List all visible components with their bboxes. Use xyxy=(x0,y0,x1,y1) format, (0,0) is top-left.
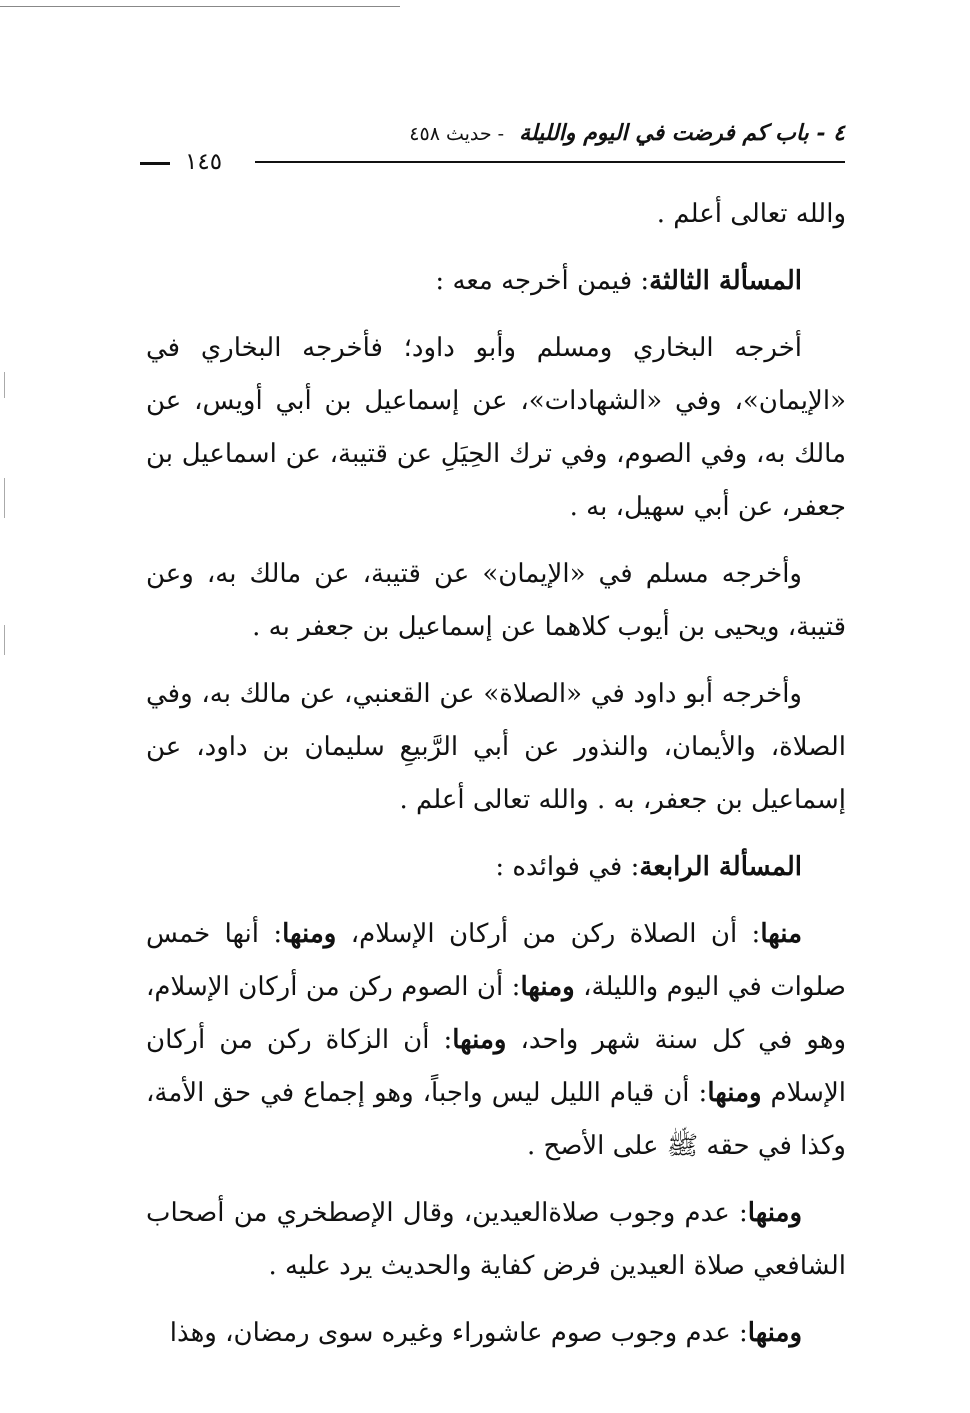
body-text: : أن الزكاة ركن من أركان الإسلام xyxy=(146,1025,847,1108)
hadith-number: - حديث ٤٥٨ xyxy=(409,123,505,145)
header-rule xyxy=(255,161,845,163)
page-number-dash xyxy=(140,162,170,165)
body-text: وأخرجه مسلم في «الإيمان» عن قتيبة، عن مالك به، وعن قتيبة، ويحيى بن أيوب كلاهما عن إسماعيل بن جعفر به . xyxy=(146,559,846,642)
body-text: والله تعالى أعلم . xyxy=(656,199,846,229)
running-header xyxy=(125,118,845,148)
body-text: : أن الصلاة ركن من أركان الإسلام، xyxy=(336,919,761,949)
body-text: : أن قيام الليل ليس واجباً، وهو إجماع في حق الأمة، وكذا في حقه ﷺ على الأصح . xyxy=(146,1078,846,1161)
scan-margin-mark xyxy=(4,478,5,518)
body-text: أخرجه البخاري ومسلم وأبو داود؛ فأخرجه البخاري في «الإيمان»، وفي «الشهادات»، عن إسماعيل بن أبي أويس، عن مالك به، وفي الصوم، وفي ترك الحِيَلِ عن قتيبة، عن اسماعيل بن جعفر، عن أبي سهيل، به . xyxy=(146,333,846,522)
bold-term: ومنها xyxy=(282,919,337,949)
page-number: ١٤٥ xyxy=(185,149,223,175)
paragraph-p5 xyxy=(146,668,846,827)
scan-margin-mark xyxy=(4,625,5,655)
body-text: وأخرجه أبو داود في «الصلاة» عن القعنبي، عن مالك به، وفي الصلاة، والأيمان، والنذور عن أبي الرَّبيعِ سليمان بن داود، عن إسماعيل بن جعفر، به . والله تعالى أعلم . xyxy=(146,679,846,815)
body-text: : في فوائده : xyxy=(495,852,640,882)
bold-term: ومنها xyxy=(520,972,575,1002)
body-text: : عدم وجوب صوم عاشوراء وغيره سوى رمضان، وهذا xyxy=(169,1318,748,1348)
paragraph-p4 xyxy=(146,548,846,654)
paragraph-p8 xyxy=(146,1187,846,1293)
header-rule-row xyxy=(140,150,845,174)
scan-top-line xyxy=(0,6,400,7)
paragraph-p6 xyxy=(146,841,846,894)
bold-term: منها xyxy=(760,919,803,949)
bold-term: المسألة الثالثة xyxy=(649,266,802,296)
bold-term: ومنها xyxy=(747,1318,802,1348)
body-text: : عدم وجوب صلاةالعيدين، وقال الإصطخري من أصحاب الشافعي صلاة العيدين فرض كفاية والحديث يرد عليه . xyxy=(146,1198,846,1281)
bold-term: المسألة الرابعة xyxy=(639,852,802,882)
bold-term: ومنها xyxy=(747,1198,803,1228)
body-text: : فيمن أخرجه معه : xyxy=(435,266,650,296)
bold-term: ومنها xyxy=(452,1025,507,1055)
paragraph-p2 xyxy=(146,255,846,308)
chapter-title: ٤ - باب كم فرضت في اليوم والليلة xyxy=(519,120,845,146)
scan-margin-mark xyxy=(4,372,5,398)
body-text: : أن الصوم ركن من أركان الإسلام، وهو في كل سنة شهر واحد، xyxy=(146,972,846,1055)
bold-term: ومنها xyxy=(707,1078,762,1108)
body-text: : أنها خمس صلوات في اليوم والليلة، xyxy=(146,919,847,1002)
paragraph-p3 xyxy=(146,322,846,534)
paragraph-p9 xyxy=(146,1307,846,1360)
paragraph-p1 xyxy=(146,188,846,241)
paragraph-p7 xyxy=(146,908,846,1173)
page-body xyxy=(146,188,846,1374)
